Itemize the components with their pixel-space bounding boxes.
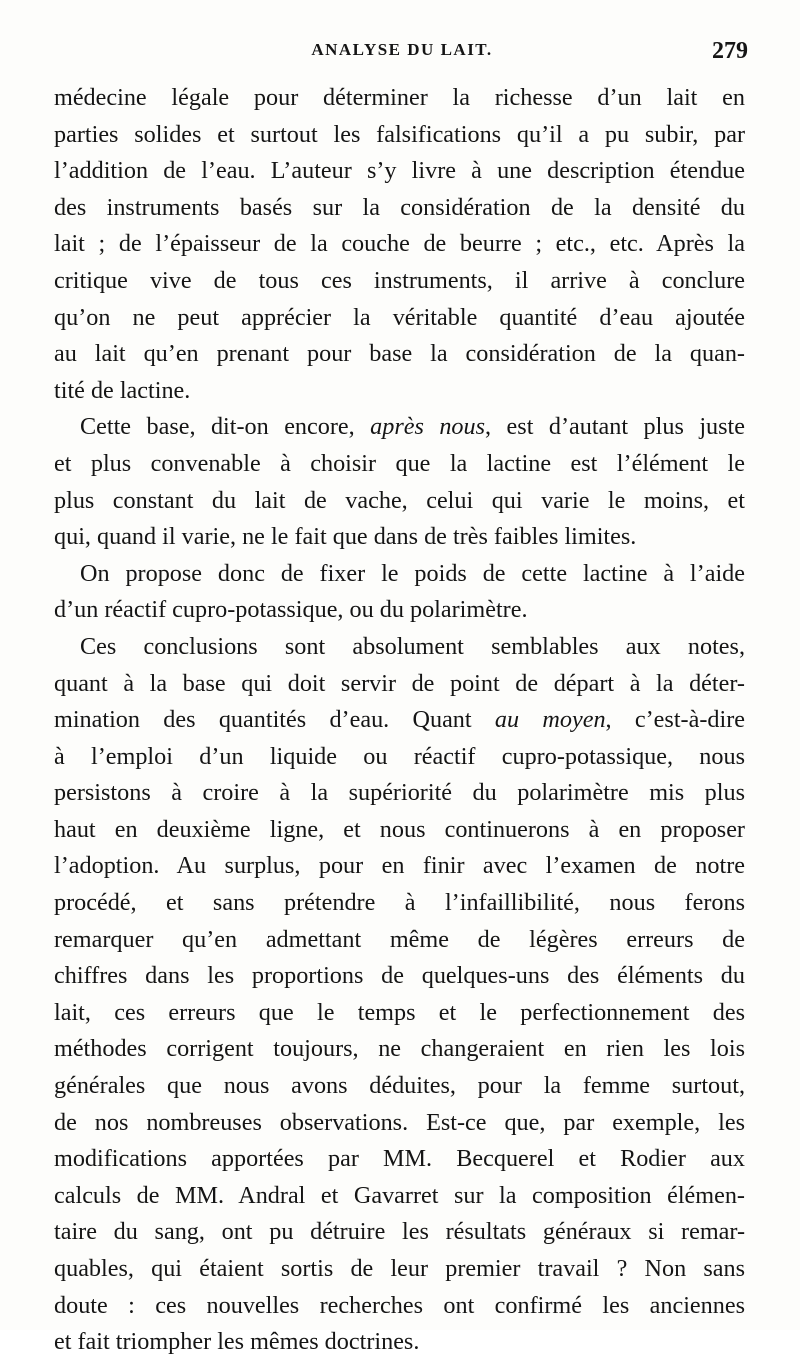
text-line: qu’on ne peut apprécier la véritable quantité d’eau ajoutée: [54, 303, 745, 331]
text-line: procédé, et sans prétendre à l’infaillibilité, nous ferons: [54, 889, 745, 917]
text-line: On propose donc de fixer le poids de cette lactine à l’aide: [80, 559, 745, 587]
text-line: d’un réactif cupro-potassique, ou du polarimètre.: [54, 596, 528, 624]
text-line: quant à la base qui doit servir de point de départ à la déter-: [54, 669, 745, 697]
text-line: remarquer qu’en admettant même de légères erreurs de: [54, 925, 745, 953]
text-line: doute : ces nouvelles recherches ont confirmé les anciennes: [54, 1291, 745, 1319]
paragraph-1: [54, 80, 745, 409]
text-line: qui, quand il varie, ne le fait que dans de très faibles limites.: [54, 523, 637, 551]
text-line: tité de lactine.: [54, 376, 191, 404]
text-line: lait, ces erreurs que le temps et le perfectionnement des: [54, 998, 745, 1026]
text-run: , est d’autant plus juste: [485, 413, 745, 441]
text-line: quables, qui étaient sortis de leur premier travail ? Non sans: [54, 1255, 745, 1282]
paragraph-4: [54, 629, 745, 1361]
text-line: des instruments basés sur la considération de la densité du: [54, 193, 745, 221]
running-head: [52, 38, 752, 68]
page-number: 279: [712, 38, 748, 64]
text-line: méthodes corrigent toujours, ne changeraient en rien les lois: [54, 1035, 745, 1063]
text-line: à l’emploi d’un liquide ou réactif cupro-potassique, nous: [54, 742, 745, 770]
text-line: lait ; de l’épaisseur de la couche de beurre ; etc., etc. Après la: [54, 230, 745, 258]
text-run: mination des quantités d’eau. Quant: [54, 706, 495, 734]
text-line: parties solides et surtout les falsifications qu’il a pu subir, par: [54, 120, 745, 148]
text-line: modifications apportées par MM. Becquerel et Rodier aux: [54, 1145, 745, 1173]
text-line: persistons à croire à la supériorité du polarimètre mis plus: [54, 779, 745, 807]
text-line: haut en deuxième ligne, et nous continuerons à en proposer: [54, 815, 745, 843]
text-line: Ces conclusions sont absolument semblables aux notes,: [80, 632, 745, 660]
text-line: et plus convenable à choisir que la lactine est l’élément le: [54, 449, 745, 477]
text-run: Cette base, dit-on encore,: [80, 413, 371, 441]
text-line: [54, 702, 745, 739]
text-line: chiffres dans les proportions de quelques-uns des éléments du: [54, 962, 745, 990]
text-line: médecine légale pour déterminer la richesse d’un lait en: [54, 84, 745, 111]
text-line: plus constant du lait de vache, celui qui varie le moins, et: [54, 486, 745, 514]
text-line: critique vive de tous ces instruments, il arrive à conclure: [54, 266, 745, 294]
italic-run: au moyen: [494, 706, 606, 734]
text-line: et fait triompher les mêmes doctrines.: [54, 1328, 420, 1356]
paragraph-2: [54, 409, 745, 555]
text-line: générales que nous avons déduites, pour la femme surtout,: [54, 1072, 745, 1100]
paragraph-3: [54, 556, 745, 629]
text-line: calculs de MM. Andral et Gavarret sur la composition élémen-: [54, 1181, 745, 1209]
text-line: au lait qu’en prenant pour base la considération de la quan-: [54, 340, 745, 368]
text-run: , c’est-à-dire: [605, 706, 745, 734]
text-line: [54, 409, 745, 446]
text-line: l’addition de l’eau. L’auteur s’y livre à une description étendue: [54, 157, 745, 185]
text-line: l’adoption. Au surplus, pour en finir avec l’examen de notre: [54, 852, 745, 880]
text-line: taire du sang, ont pu détruire les résultats généraux si remar-: [54, 1218, 745, 1246]
running-title: ANALYSE DU LAIT.: [311, 40, 493, 59]
italic-run: après nous: [370, 413, 486, 441]
body-text: [54, 80, 745, 1361]
text-line: de nos nombreuses observations. Est-ce que, par exemple, les: [54, 1108, 745, 1136]
